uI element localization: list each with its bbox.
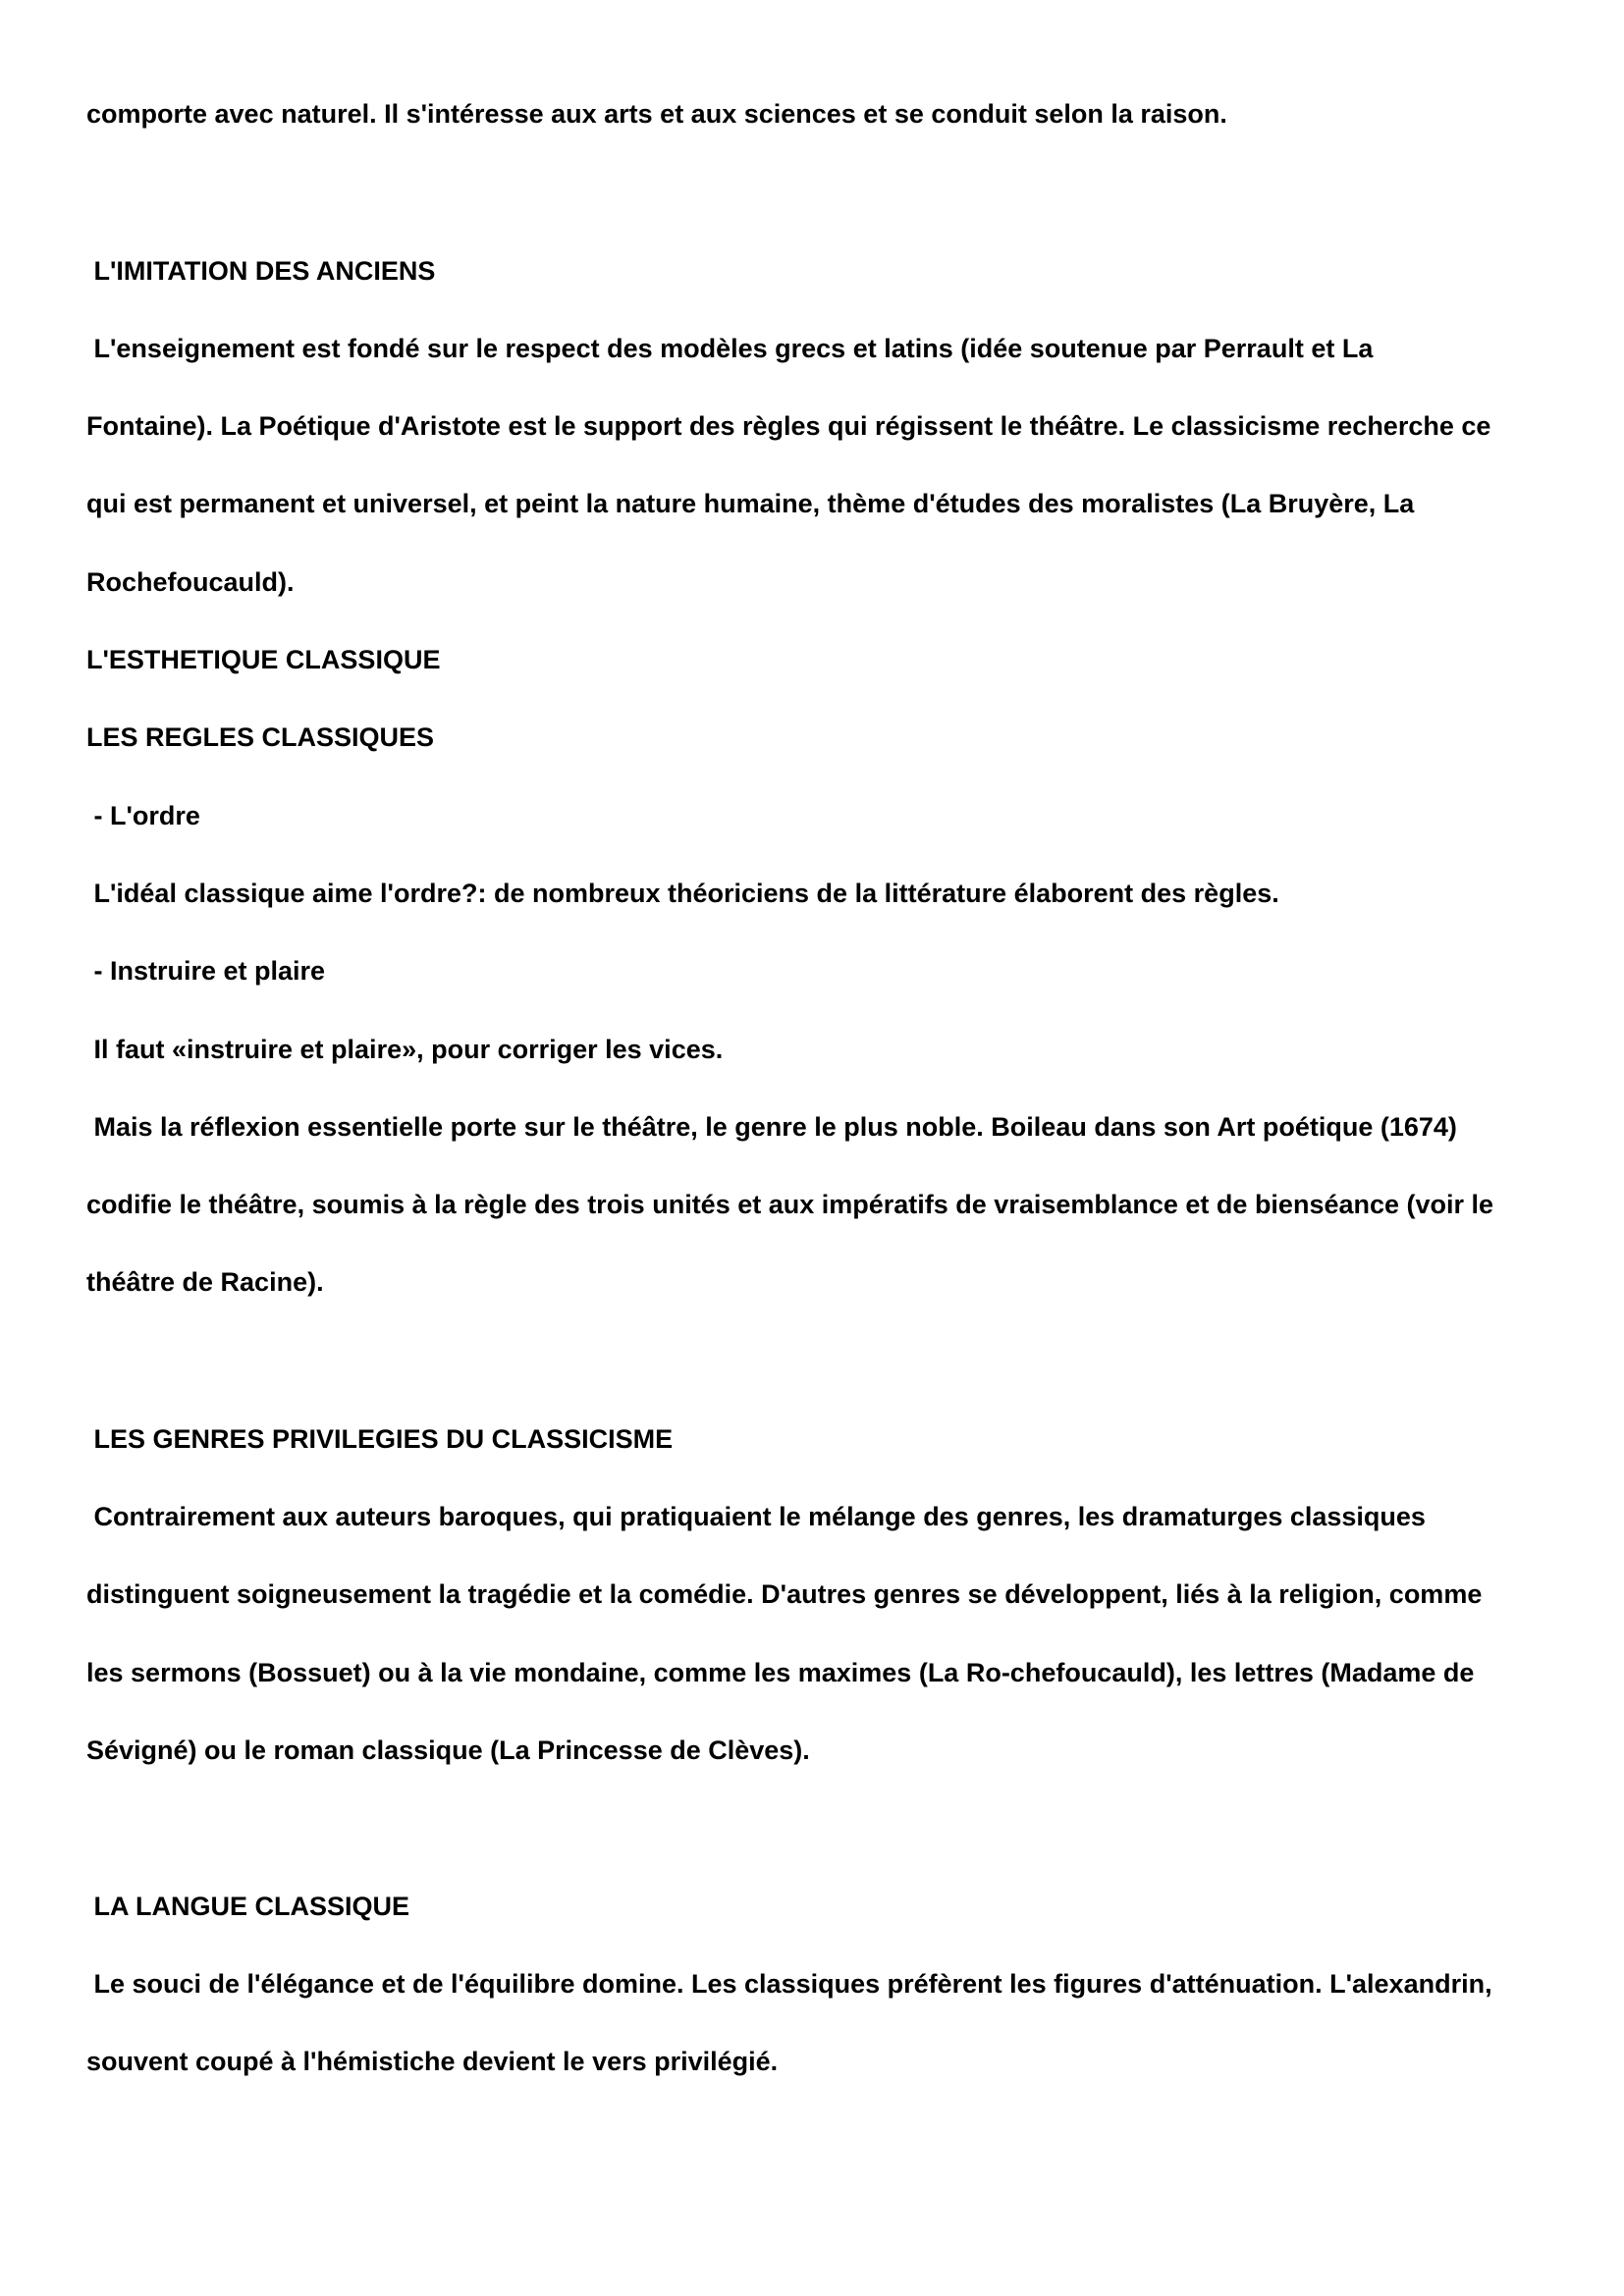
paragraph-line: Fontaine). La Poétique d'Aristote est le support des règles qui régissent le théâtre. Le classicisme recherche ce	[86, 411, 1491, 441]
section-heading-esthetique: L'ESTHETIQUE CLASSIQUE	[86, 645, 441, 674]
paragraph-line: théâtre de Racine).	[86, 1267, 324, 1297]
paragraph-line: qui est permanent et universel, et peint la nature humaine, thème d'études des moralistes (La Bruyère, La	[86, 489, 1415, 518]
section-heading-langue: LA LANGUE CLASSIQUE	[86, 1892, 410, 1921]
paragraph-line: L'idéal classique aime l'ordre?: de nombreux théoriciens de la littérature élaborent des règles.	[86, 879, 1279, 908]
paragraph-line: souvent coupé à l'hémistiche devient le vers privilégié.	[86, 2047, 779, 2076]
section-heading-genres: LES GENRES PRIVILEGIES DU CLASSICISME	[86, 1424, 674, 1454]
paragraph-line: codifie le théâtre, soumis à la règle des trois unités et aux impératifs de vraisemblance et de bienséance (voir le	[86, 1190, 1494, 1219]
section-heading-imitation: L'IMITATION DES ANCIENS	[86, 256, 436, 286]
paragraph-line: les sermons (Bossuet) ou à la vie mondaine, comme les maximes (La Ro-chefoucauld), les lettres (Madame de	[86, 1658, 1475, 1687]
paragraph-line: Il faut «instruire et plaire», pour corriger les vices.	[86, 1035, 724, 1064]
paragraph-line: Contrairement aux auteurs baroques, qui pratiquaient le mélange des genres, les dramaturges classiques	[86, 1502, 1426, 1531]
paragraph-line: comporte avec naturel. Il s'intéresse aux arts et aux sciences et se conduit selon la raison.	[86, 99, 1227, 129]
paragraph-line: distinguent soigneusement la tragédie et la comédie. D'autres genres se développent, liés à la religion, comme	[86, 1579, 1483, 1609]
paragraph-line: Le souci de l'élégance et de l'équilibre domine. Les classiques préfèrent les figures d'atténuation. L'alexandrin,	[86, 1969, 1492, 1999]
subheading-ordre: - L'ordre	[86, 801, 200, 830]
subheading-instruire: - Instruire et plaire	[86, 956, 326, 986]
paragraph-line: Rochefoucauld).	[86, 567, 295, 597]
paragraph-line: L'enseignement est fondé sur le respect des modèles grecs et latins (idée soutenue par Perrault et La	[86, 334, 1374, 363]
paragraph-line: Sévigné) ou le roman classique (La Princesse de Clèves).	[86, 1735, 810, 1765]
paragraph-line: Mais la réflexion essentielle porte sur le théâtre, le genre le plus noble. Boileau dans son Art poétique (1674)	[86, 1112, 1457, 1142]
section-heading-regles: LES REGLES CLASSIQUES	[86, 722, 435, 752]
